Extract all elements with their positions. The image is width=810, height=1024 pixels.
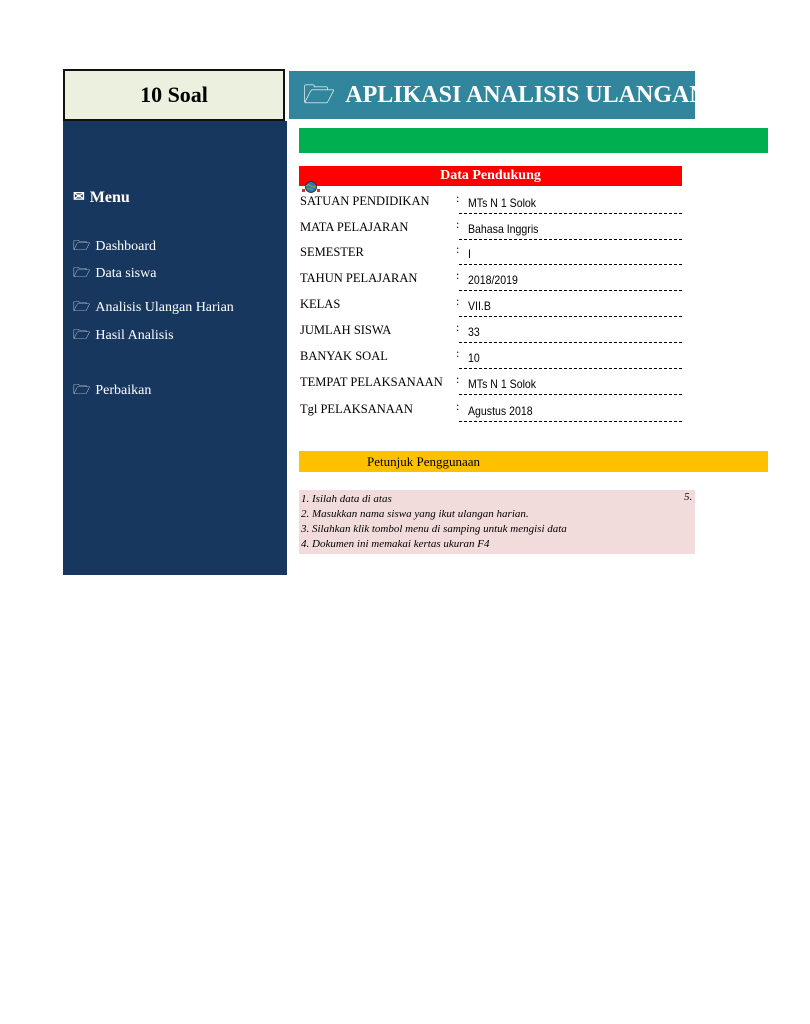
sidebar-item-label: Dashboard [95,239,157,254]
sidebar-item-dashboard[interactable] [73,239,156,255]
sidebar-item-label: Analisis Ulangan Harian [95,300,234,315]
instruction-item: 4. Dokumen ini memakai kertas ukuran F4 [301,538,490,550]
sidebar-item-label: Perbaikan [95,383,152,398]
sidebar [63,121,287,575]
sidebar-item-label: Data siswa [95,266,157,281]
form-row-tempat-pelaksanaan: TEMPAT PELAKSANAAN : MTs N 1 Solok [299,369,682,395]
field-value: I [468,247,471,261]
envelope-icon: ✉ [73,190,85,205]
form-row-banyak-soal: BANYAK SOAL : 10 [299,343,682,369]
satuan-pendidikan-field[interactable] [459,193,682,214]
field-value: MTs N 1 Solok [468,377,537,391]
folder-open-icon: 🗁 [73,383,91,398]
tgl-pelaksanaan-field[interactable] [459,401,682,422]
instruction-item: 5. [684,491,693,503]
folder-open-icon: 🗁 [73,266,91,281]
header-bar [289,71,810,119]
petunjuk-header [299,451,768,472]
field-label: TAHUN PELAJARAN [300,271,418,285]
form-row-tahun-pelajaran: TAHUN PELAJARAN : 2018/2019 [299,265,682,291]
field-label: SATUAN PENDIDIKAN [300,194,430,208]
field-value: 33 [468,325,480,339]
field-label: MATA PELAJARAN [300,220,409,234]
tempat-pelaksanaan-field[interactable] [459,374,682,395]
section-title: Petunjuk Penggunaan [367,454,481,469]
field-label: BANYAK SOAL [300,349,388,363]
form-row-satuan-pendidikan: SATUAN PENDIDIKAN : MTs N 1 Solok [299,188,682,214]
field-value: MTs N 1 Solok [468,196,537,210]
instruction-item: 2. Masukkan nama siswa yang ikut ulangan harian. [301,508,529,520]
sidebar-item-data-siswa[interactable] [73,266,156,282]
form-row-mata-pelajaran: MATA PELAJARAN : Bahasa Inggris [299,214,682,240]
sidebar-menu-label: Menu [89,189,130,206]
form-row-tgl-pelaksanaan: Tgl PELAKSANAAN : Agustus 2018 [299,396,682,422]
field-value: 10 [468,351,480,365]
field-value: Bahasa Inggris [468,222,539,236]
jumlah-siswa-field[interactable] [459,322,682,343]
banyak-soal-field[interactable] [459,348,682,369]
section-title: Data Pendukung [440,168,541,183]
field-label: Tgl PELAKSANAAN [300,402,413,416]
folder-open-icon: 🗁 [73,300,91,315]
folder-open-icon: 🗁 [73,328,91,343]
page-title: APLIKASI ANALISIS ULANGAN HARIAN [345,81,810,108]
kelas-field[interactable] [459,296,682,317]
instructions-box [299,490,695,554]
data-pendukung-header [299,166,682,186]
field-label: TEMPAT PELAKSANAAN [300,375,443,389]
green-divider-bar [299,128,768,153]
sidebar-item-hasil-analisis[interactable] [73,328,174,344]
field-value: VII.B [468,299,491,313]
field-label: JUMLAH SISWA [300,323,392,337]
instruction-item: 1. Isilah data di atas [301,493,392,505]
form-row-semester: SEMESTER : I [299,239,682,265]
instruction-item: 3. Silahkan klik tombol menu di samping untuk mengisi data [301,523,567,535]
mata-pelajaran-field[interactable] [459,219,682,240]
sidebar-item-analisis[interactable] [73,300,234,316]
sidebar-menu-header [73,189,130,207]
soal-count-box [63,69,285,121]
form-row-jumlah-siswa: JUMLAH SISWA : 33 [299,317,682,343]
field-label: SEMESTER [300,245,364,259]
tahun-pelajaran-field[interactable] [459,270,682,291]
sidebar-item-label: Hasil Analisis [95,328,174,343]
soal-count-label: 10 Soal [140,82,208,107]
folder-open-icon: 🗁 [303,80,336,109]
folder-open-icon: 🗁 [73,239,91,254]
field-value: 2018/2019 [468,273,518,287]
semester-field[interactable] [459,244,682,265]
form-row-kelas: KELAS : VII.B [299,291,682,317]
field-label: KELAS [300,297,341,311]
sidebar-item-perbaikan[interactable] [73,383,151,399]
field-value: Agustus 2018 [468,404,533,418]
